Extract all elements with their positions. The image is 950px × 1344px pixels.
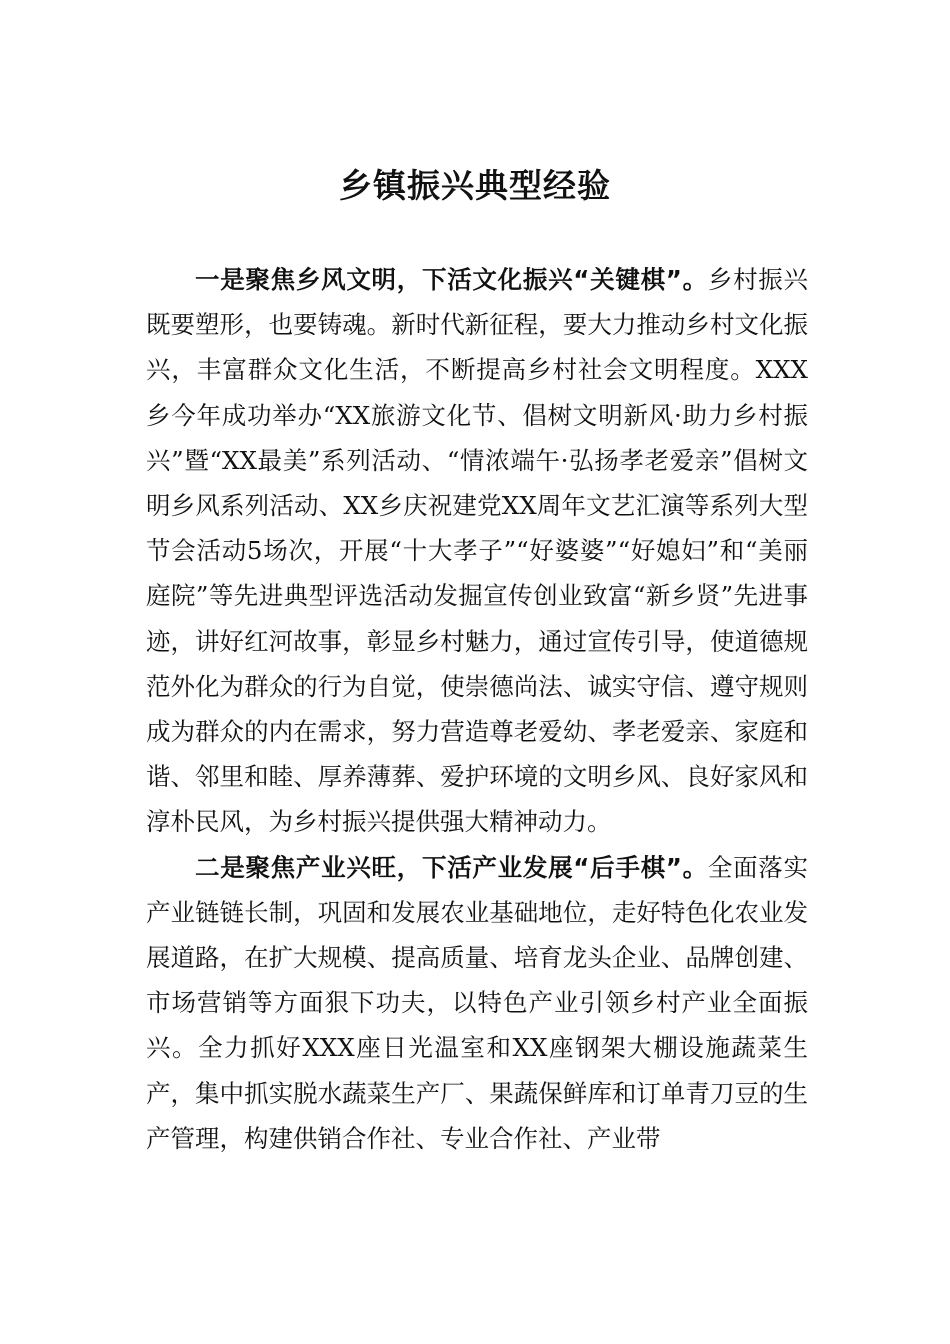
paragraph-2	[146, 845, 808, 1161]
paragraph-text: 全面落实产业链链长制，巩固和发展农业基础地位，走好特色化农业发展道路，在扩大规模、提高质量、培育龙头企业、品牌创建、市场营销等方面狠下功夫，以特色产业引领乡村产业全面振兴。全力抓好XXX座日光温室和XX座钢架大棚设施蔬菜生产，集中抓实脱水蔬菜生产厂、果蔬保鲜库和订单青刀豆的生产管理，构建供销合作社、专业合作社、产业带	[146, 852, 809, 1153]
paragraph-text: 乡村振兴既要塑形，也要铸魂。新时代新征程，要大力推动乡村文化振兴，丰富群众文化生活，不断提高乡村社会文明程度。XXX乡今年成功举办“XX旅游文化节、倡树文明新风·助力乡村振兴”暨“XX最美”系列活动、“情浓端午·弘扬孝老爱亲”倡树文明乡风系列活动、XX乡庆祝建党XX周年文艺汇演等系列大型节会活动5场次，开展“十大孝子”“好婆婆”“好媳妇”和“美丽庭院”等先进典型评选活动发掘宣传创业致富“新乡贤”先进事迹，讲好红河故事，彰显乡村魅力，通过宣传引导，使道德规范外化为群众的行为自觉，使崇德尚法、诚实守信、遵守规则成为群众的内在需求，努力营造尊老爱幼、孝老爱亲、家庭和谐、邻里和睦、厚养薄葬、爱护环境的文明乡风、良好家风和淳朴民风，为乡村振兴提供强大精神动力。	[146, 265, 809, 837]
document-body	[146, 257, 808, 1161]
paragraph-1	[146, 257, 808, 845]
paragraph-lead: 一是聚焦乡风文明，下活文化振兴“关键棋”。	[195, 265, 708, 294]
page-title: 乡镇振兴典型经验	[339, 166, 611, 205]
paragraph-lead: 二是聚焦产业兴旺，下活产业发展“后手棋”。	[195, 852, 708, 882]
